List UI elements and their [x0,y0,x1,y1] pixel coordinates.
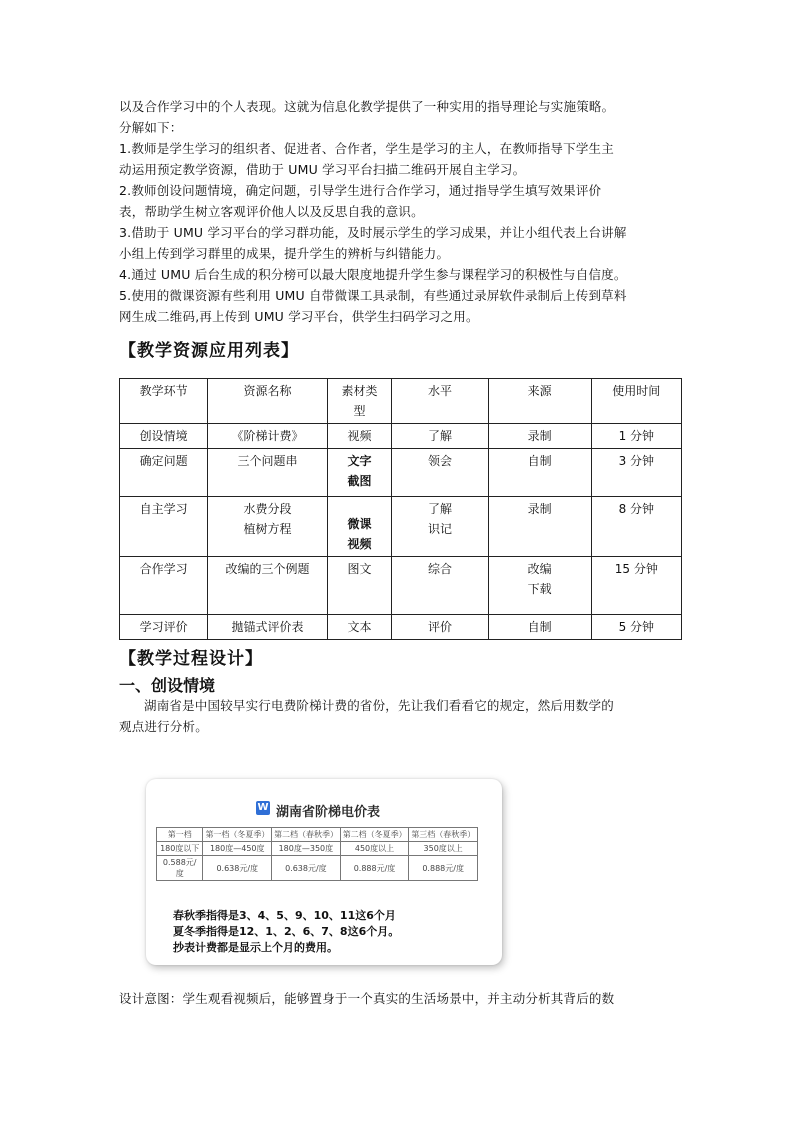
table-cell: 改编下载 [488,557,591,615]
table-cell: 确定问题 [120,449,208,497]
text-line: 表，帮助学生树立客观评价他人以及反思自我的意识。 [119,204,424,219]
section-heading-resources: 【教学资源应用列表】 [119,341,299,361]
table-cell: 文字截图 [327,449,391,497]
table-cell: 三个问题串 [208,449,327,497]
table-header-cell: 使用时间 [591,379,681,424]
table-cell: 合作学习 [120,557,208,615]
table-header-cell: 第二档（冬夏季） [340,828,409,842]
table-cell: 15 分钟 [591,557,681,615]
table-row [157,856,478,881]
table-cell: 改编的三个例题 [208,557,327,615]
table-cell: 350度以上 [409,842,478,856]
season-note: 夏冬季指得是12、1、2、6、7、8这6个月。 [173,925,400,938]
table-header-cell: 素材类型 [327,379,391,424]
table-cell: 1 分钟 [591,424,681,449]
image-title: 湖南省阶梯电价表 [276,805,381,820]
table-cell: 文本 [327,615,391,640]
text-line: 湖南省是中国较早实行电费阶梯计费的省份，先让我们看看它的规定，然后用数学的 [144,698,614,713]
table-header-row [120,379,682,424]
table-header-cell: 水平 [392,379,489,424]
table-cell: 创设情境 [120,424,208,449]
table-cell: 5 分钟 [591,615,681,640]
table-header-cell: 教学环节 [120,379,208,424]
text-line: 3.借助于 UMU 学习平台的学习群功能，及时展示学生的学习成果，并让小组代表上台讲解 [119,225,627,240]
table-cell: 自制 [488,449,591,497]
table-cell: 拋锚式评价表 [208,615,327,640]
table-cell: 180度—450度 [203,842,272,856]
table-row [120,557,682,615]
text-line: 小组上传到学习群里的成果，提升学生的辨析与纠错能力。 [119,246,450,261]
scenario-paragraph [119,695,679,737]
table-row [120,497,682,557]
table-row [157,842,478,856]
text-line: 1.教师是学生学习的组织者、促进者、合作者，学生是学习的主人，在教师指导下学生主 [119,141,614,156]
table-header-cell: 第二档（春秋季） [272,828,341,842]
table-cell: 录制 [488,497,591,557]
table-cell: 《阶梯计费》 [208,424,327,449]
table-header-cell: 资源名称 [208,379,327,424]
table-cell: 评价 [392,615,489,640]
text-line: 观点进行分析。 [119,719,208,734]
table-cell: 录制 [488,424,591,449]
table-cell: 180度以下 [157,842,203,856]
text-line: 以及合作学习中的个人表现。这就为信息化教学提供了一种实用的指导理论与实施策略。 [119,99,615,114]
design-intent-line: 设计意图：学生观看视频后，能够置身于一个真实的生活场景中，并主动分析其背后的数 [119,991,615,1006]
table-row [120,424,682,449]
price-table [156,827,478,881]
season-note: 春秋季指得是3、4、5、9、10、11这6个月 [173,909,396,922]
table-cell: 视频 [327,424,391,449]
table-cell: 180度—350度 [272,842,341,856]
text-line: 5.使用的微课资源有些利用 UMU 自带微课工具录制，有些通过录屏软件录制后上传到草料 [119,288,627,303]
table-cell: 领会 [392,449,489,497]
word-doc-icon: W [257,802,269,813]
resource-table [119,378,682,640]
table-row [120,449,682,497]
table-header-row [157,828,478,842]
table-header-cell: 第一档 [157,828,203,842]
table-header-cell: 第三档（春秋季） [409,828,478,842]
intro-paragraph [119,96,679,327]
billing-note: 抄表计费都是显示上个月的费用。 [173,941,338,954]
table-cell: 0.638元/度 [203,856,272,881]
table-cell: 450度以上 [340,842,409,856]
text-line: 2.教师创设问题情境，确定问题，引导学生进行合作学习，通过指导学生填写效果评价 [119,183,602,198]
text-line: 动运用预定教学资源，借助于 UMU 学习平台扫描二维码开展自主学习。 [119,162,526,177]
electricity-price-image [146,779,502,965]
table-cell: 了解识记 [392,497,489,557]
table-cell: 3 分钟 [591,449,681,497]
table-header-cell: 来源 [488,379,591,424]
table-cell: 图文 [327,557,391,615]
text-line: 分解如下： [119,120,183,135]
section-heading-process: 【教学过程设计】 [119,649,263,669]
text-line: 4.通过 UMU 后台生成的积分榜可以最大限度地提升学生参与课程学习的积极性与自信度。 [119,267,627,282]
table-row [120,615,682,640]
table-cell: 0.588元/度 [157,856,203,881]
table-header-cell: 第一档（冬夏季） [203,828,272,842]
table-cell: 自主学习 [120,497,208,557]
subheading-scenario: 一、创设情境 [119,676,216,695]
table-cell: 了解 [392,424,489,449]
table-cell: 8 分钟 [591,497,681,557]
table-cell: 综合 [392,557,489,615]
table-cell: 0.638元/度 [272,856,341,881]
table-cell: 学习评价 [120,615,208,640]
table-cell: 0.888元/度 [340,856,409,881]
text-line: 网生成二维码,再上传到 UMU 学习平台，供学生扫码学习之用。 [119,309,479,324]
table-cell: 水费分段植树方程 [208,497,327,557]
table-cell: 0.888元/度 [409,856,478,881]
table-cell: 自制 [488,615,591,640]
table-cell: 微课视频 [327,497,391,557]
